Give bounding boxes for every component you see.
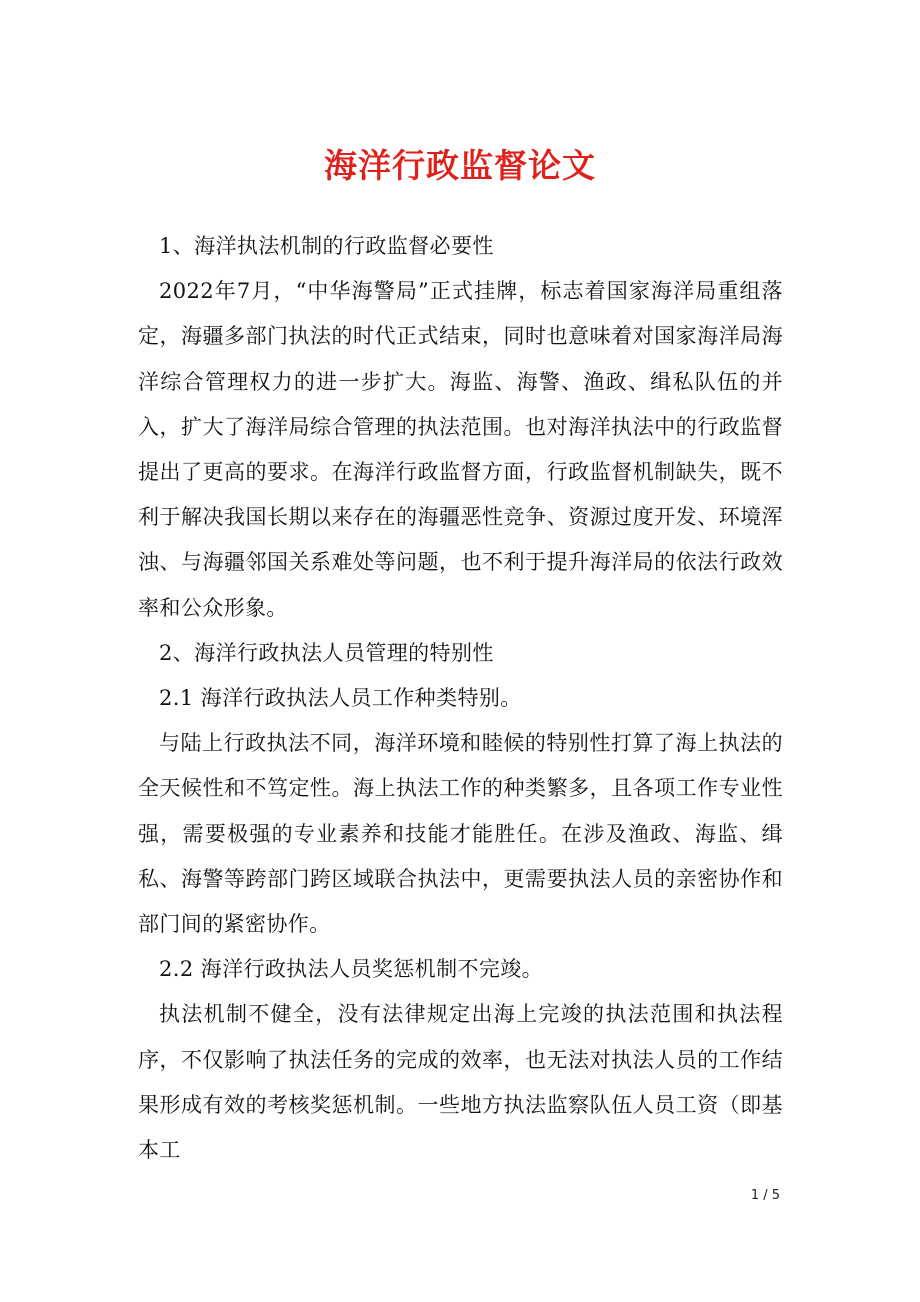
subsection-heading-2-2: 2.2 海洋行政执法人员奖惩机制不完竣。 xyxy=(159,957,544,982)
document-body xyxy=(138,224,783,1173)
subsection-heading-2-1: 2.1 海洋行政执法人员工作种类特别。 xyxy=(159,686,522,711)
section-heading-1: 1、海洋执法机制的行政监督必要性 xyxy=(159,234,494,258)
paragraph-3: 执法机制不健全，没有法律规定出海上完竣的执法范围和执法程序，不仅影响了执法任务的完成的效率，也无法对执法人员的工作结果形成有效的考核奖惩机制。一些地方执法监察队伍人员工资（即基本工 xyxy=(138,1002,783,1163)
section-heading-2: 2、海洋行政执法人员管理的特别性 xyxy=(159,640,494,665)
paragraph-2: 与陆上行政执法不同，海洋环境和睦候的特别性打算了海上执法的全天候性和不笃定性。海上执法工作的种类繁多，且各项工作专业性强，需要极强的专业素养和技能才能胜任。在涉及渔政、海监、缉私、海警等跨部门跨区域联合执法中，更需要执法人员的亲密协作和部门间的紧密协作。 xyxy=(138,731,783,937)
paragraph-1: 2022年7月，“中华海警局”正式挂牌，标志着国家海洋局重组落定，海疆多部门执法的时代正式结束，同时也意味着对国家海洋局海洋综合管理权力的进一步扩大。海监、海警、渔政、缉私队伍的并入，扩大了海洋局综合管理的执法范围。也对海洋执法中的行政监督提出了更高的要求。在海洋行政监督方面，行政监督机制缺失，既不利于解决我国长期以来存在的海疆恶性竞争、资源过度开发、环境浑浊、与海疆邻国关系难处等问题，也不利于提升海洋局的依法行政效率和公众形象。 xyxy=(138,279,783,620)
document-title: 海洋行政监督论文 xyxy=(324,146,596,185)
page-number: 1 / 5 xyxy=(750,1188,780,1203)
